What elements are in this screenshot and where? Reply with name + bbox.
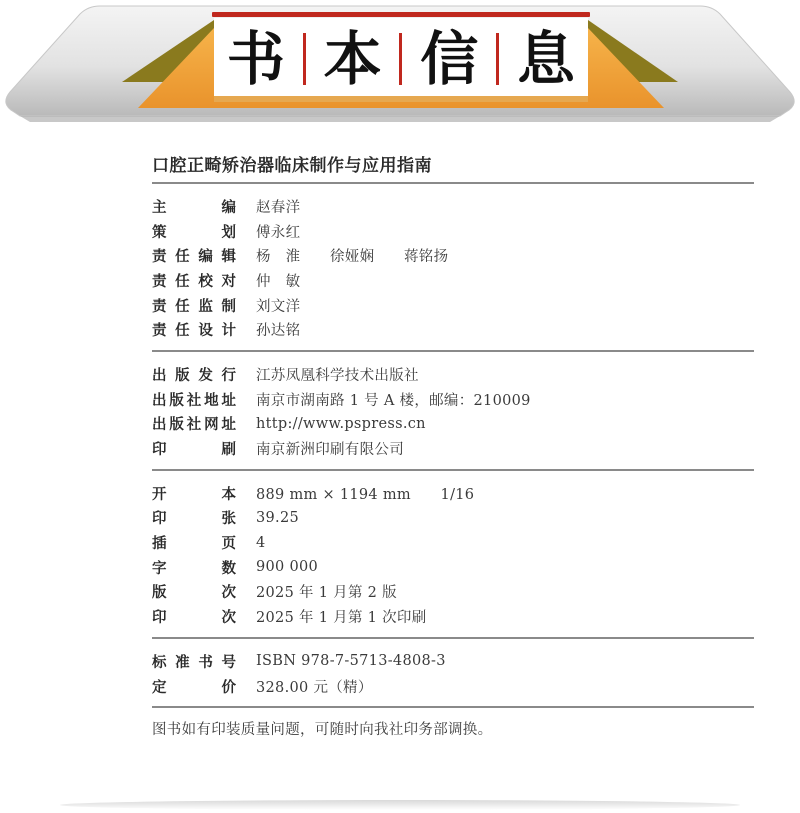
imprint-value: 4: [256, 534, 266, 551]
label-char: 任: [175, 323, 190, 340]
imprint-label: [152, 270, 238, 291]
imprint-row: [152, 317, 754, 342]
imprint-row: [152, 481, 754, 506]
label-char: 社: [186, 392, 202, 409]
imprint-label: [152, 581, 238, 602]
banner-divider: [496, 33, 499, 85]
imprint-row: [152, 362, 754, 387]
imprint-value: 2025 年 1 月第 1 次印刷: [256, 610, 427, 627]
imprint-row: [152, 412, 754, 437]
label-char: 主: [152, 199, 167, 216]
imprint-label: [152, 557, 238, 578]
imprint-section: [152, 639, 754, 706]
label-char: 版: [169, 417, 184, 434]
imprint-section: [152, 184, 754, 350]
imprint-label: [152, 507, 238, 528]
label-char: 页: [221, 536, 236, 553]
label-char: 印: [152, 511, 167, 528]
imprint-label: [152, 319, 238, 340]
label-char: 责: [152, 249, 167, 266]
label-char: 书: [198, 654, 213, 671]
label-char: 发: [198, 367, 213, 384]
imprint-value: 889 mm × 1194 mm 1/16: [256, 486, 475, 503]
label-char: 出: [152, 392, 167, 409]
imprint-row: [152, 555, 754, 580]
imprint-value: 孙达铭: [256, 323, 301, 340]
banner-divider: [399, 33, 402, 85]
imprint-value: 赵春洋: [256, 199, 301, 216]
imprint-label: [152, 606, 238, 627]
label-char: 设: [198, 323, 213, 340]
imprint-label: [152, 413, 238, 434]
banner-char: 书: [226, 25, 285, 93]
label-char: 定: [152, 679, 167, 696]
imprint-row: [152, 436, 754, 461]
label-char: 本: [221, 486, 236, 503]
label-char: 址: [221, 392, 236, 409]
label-char: 责: [152, 273, 167, 290]
banner-char: 息: [516, 25, 575, 93]
imprint-value: 杨 淮 徐娅娴 蒋铭扬: [256, 249, 449, 266]
imprint-value: 南京市湖南路 1 号 A 楼，邮编：210009: [256, 392, 531, 409]
label-char: 准: [175, 654, 190, 671]
imprint-sections: [152, 184, 754, 708]
imprint-value: 900 000: [256, 559, 319, 576]
imprint-label: [152, 295, 238, 316]
banner-divider: [303, 33, 306, 85]
label-char: 编: [198, 249, 213, 266]
imprint-value: 2025 年 1 月第 2 版: [256, 585, 397, 602]
imprint-value: 仲 敏: [256, 273, 301, 290]
imprint-value: http://www.pspress.cn: [256, 415, 426, 432]
imprint-row: [152, 387, 754, 412]
imprint-section: [152, 352, 754, 469]
label-char: 版: [152, 585, 167, 602]
imprint-section: [152, 471, 754, 637]
label-char: 印: [152, 442, 167, 459]
imprint-row: [152, 649, 754, 674]
label-char: 对: [221, 273, 236, 290]
imprint-label: [152, 676, 238, 697]
label-char: 校: [198, 273, 213, 290]
label-char: 张: [221, 511, 236, 528]
label-char: 任: [175, 249, 190, 266]
imprint-label: [152, 245, 238, 266]
imprint-label: [152, 196, 238, 217]
label-char: 社: [186, 417, 202, 434]
label-char: 标: [152, 654, 167, 671]
page-shadow: [60, 800, 740, 810]
imprint-label: [152, 532, 238, 553]
imprint-label: [152, 438, 238, 459]
imprint-page: [152, 150, 754, 739]
imprint-label: [152, 483, 238, 504]
label-char: 开: [152, 486, 167, 503]
label-char: 出: [152, 417, 167, 434]
imprint-row: [152, 268, 754, 293]
label-char: 印: [152, 610, 167, 627]
banner-char: 信: [420, 25, 479, 93]
imprint-value: 刘文洋: [256, 298, 301, 315]
label-char: 辑: [221, 249, 236, 266]
label-char: 监: [198, 298, 213, 315]
imprint-row: [152, 293, 754, 318]
label-char: 插: [152, 536, 167, 553]
banner-title: [214, 20, 588, 98]
label-char: 次: [221, 585, 236, 602]
label-char: 号: [221, 654, 236, 671]
label-char: 址: [221, 417, 236, 434]
imprint-value: ISBN 978-7-5713-4808-3: [256, 653, 446, 670]
label-char: 刷: [221, 442, 236, 459]
banner-char: 本: [323, 25, 382, 93]
imprint-value: 39.25: [256, 509, 300, 526]
imprint-row: [152, 506, 754, 531]
imprint-label: [152, 651, 238, 672]
label-char: 地: [204, 392, 219, 409]
imprint-row: [152, 580, 754, 605]
imprint-value: 南京新洲印刷有限公司: [256, 442, 404, 459]
imprint-value: 江苏凤凰科学技术出版社: [256, 367, 419, 384]
label-char: 网: [204, 417, 219, 434]
imprint-label: [152, 364, 238, 385]
label-char: 计: [221, 323, 236, 340]
imprint-label: [152, 389, 238, 410]
imprint-row: [152, 243, 754, 268]
imprint-row: [152, 604, 754, 629]
imprint-label: [152, 221, 238, 242]
label-char: 任: [175, 273, 190, 290]
label-char: 数: [221, 560, 236, 577]
footer-note: 图书如有印装质量问题，可随时向我社印务部调换。: [152, 722, 493, 739]
label-char: 字: [152, 560, 167, 577]
label-char: 责: [152, 298, 167, 315]
label-char: 次: [221, 610, 236, 627]
label-char: 出: [152, 367, 167, 384]
label-char: 编: [221, 199, 236, 216]
header-banner: [0, 0, 800, 130]
label-char: 责: [152, 323, 167, 340]
book-title: 口腔正畸矫治器临床制作与应用指南: [152, 156, 432, 176]
label-char: 策: [152, 224, 167, 241]
label-char: 制: [221, 298, 236, 315]
label-char: 任: [175, 298, 190, 315]
label-char: 划: [221, 224, 236, 241]
label-char: 价: [221, 679, 236, 696]
imprint-value: 328.00 元（精）: [256, 679, 373, 696]
label-char: 行: [221, 367, 236, 384]
imprint-row: [152, 530, 754, 555]
label-char: 版: [169, 392, 184, 409]
imprint-row: [152, 194, 754, 219]
imprint-value: 傅永红: [256, 224, 301, 241]
imprint-row: [152, 219, 754, 244]
imprint-row: [152, 674, 754, 699]
label-char: 版: [175, 367, 190, 384]
